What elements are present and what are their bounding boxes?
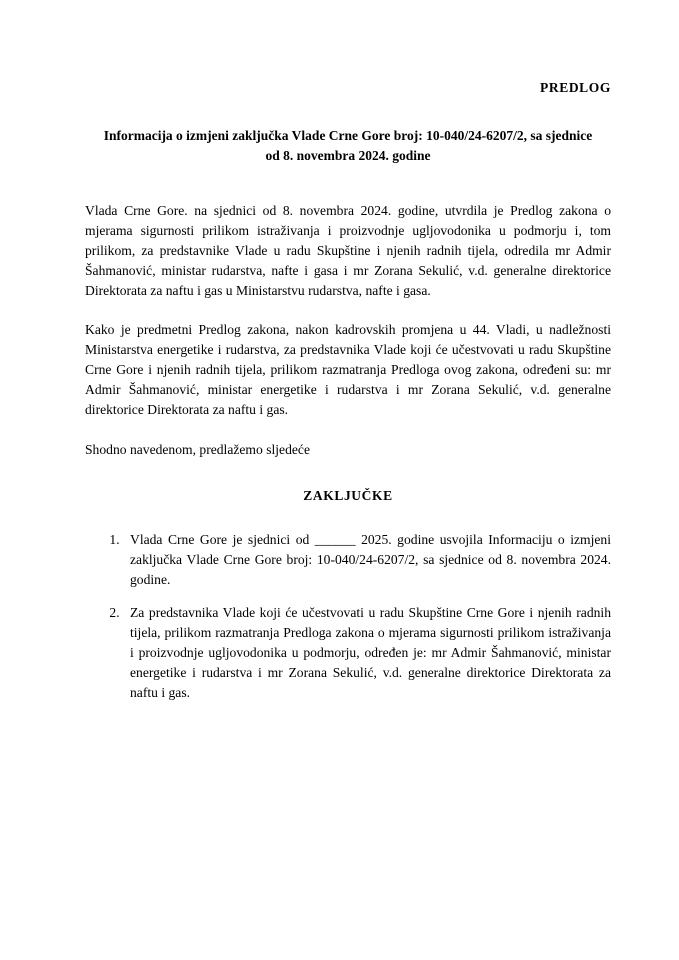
conclusions-list [85,530,611,704]
document-body [85,0,611,717]
paragraph-2: Kako je predmetni Predlog zakona, nakon kadrovskih promjena u 44. Vladi, u nadležnosti Ministarstva energetike i rudarstva, za predstavnika Vlade koji će učestvovati u radu Skupštine Crne Gore i njenih radnih tijela, prilikom razmatranja Predloga ovog zakona, određeni su: mr Admir Šahmanović, ministar energetike i rudarstva i mr Zorana Sekulić, v.d. generalne direktorice Direktorata za naftu i gas. [85,322,611,418]
paragraph-1: Vlada Crne Gore. na sjednici od 8. novembra 2024. godine, utvrdila je Predlog zakona o mjerama sigurnosti prilikom istraživanja i proizvodnje ugljovodonika u podmorju i, tom prilikom, za predstavnike Vlade u radu Skupštine i njenih radnih tijela, odredila mr Admir Šahmanović, ministar rudarstva, nafte i gasa i mr Zorana Sekulić, v.d. generalne direktorice Direktorata za naftu i gas u Ministarstvu rudarstva, nafte i gasa. [85,202,611,298]
section-heading-conclusions: ZAKLJUČKE [303,487,393,503]
document-header-label: PREDLOG [540,80,611,95]
list-item: 1. Vlada Crne Gore je sjednici od ______ 2025. godine usvojila Informaciju o izmjeni zaključka Vlade Crne Gore broj: 10-040/24-6207/2, sa sjednice od 8. novembra 2024. godine. [123,530,611,590]
page-title: Informacija o izmjeni zaključka Vlade Crne Gore broj: 10-040/24-6207/2, sa sjednice od 8. novembra 2024. godine [103,128,593,164]
paragraph-3: Shodno navedenom, predlažemo sljedeće [85,441,310,457]
list-item: 2. Za predstavnika Vlade koji će učestvovati u radu Skupštine Crne Gore i njenih radnih tijela, prilikom razmatranja Predloga zakona o mjerama sigurnosti prilikom istraživanja i proizvodnje ugljovodonika u podmorju, određen je: mr Admir Šahmanović, ministar energetike i rudarstva i mr Zorana Sekulić, v.d. generalne direktorice Direktorata za naftu i gas. [123,603,611,704]
